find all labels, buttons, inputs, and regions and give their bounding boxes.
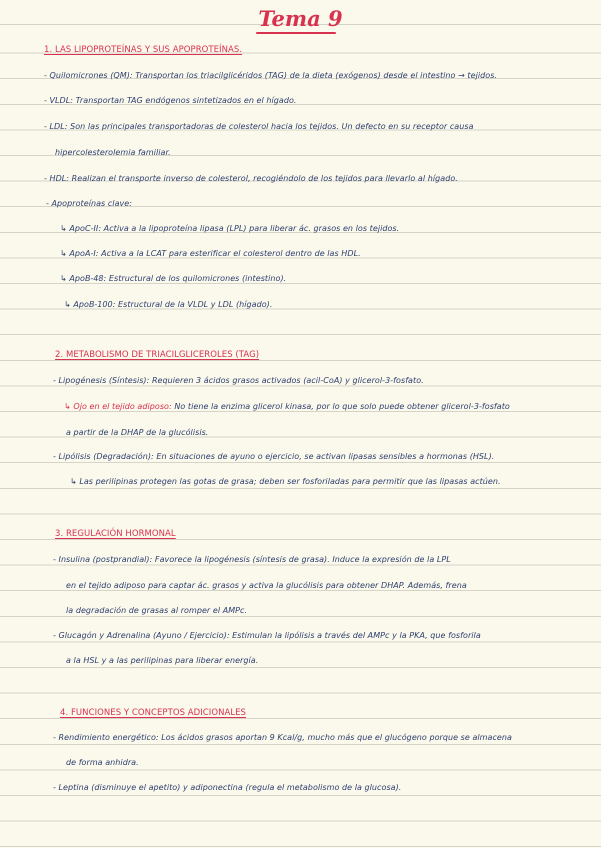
note-line: - VLDL: Transportan TAG endógenos sintetizados en el hígado. — [44, 96, 297, 105]
note-line: - Lipólisis (Degradación): En situaciones de ayuno o ejercicio, se activan lipasas sensibles a hormonas (HSL). — [53, 452, 495, 461]
note-text: No tiene la enzima glicerol kinasa, por lo que solo puede obtener glicerol-3-fosfato — [174, 402, 510, 411]
note-line: ↳ ApoC-II: Activa a la lipoproteína lipasa (LPL) para liberar ác. grasos en los tejidos. — [60, 224, 400, 233]
note-line: ↳ Las perilipinas protegen las gotas de grasa; deben ser fosforiladas para permitir que las lipasas actúen. — [70, 477, 501, 486]
section-heading-1: 1. LAS LIPOPROTEÍNAS Y SUS APOPROTEÍNAS. — [44, 45, 243, 55]
note-line: - Apoproteínas clave: — [46, 199, 133, 208]
note-line: a la HSL y a las perilipinas para liberar energía. — [66, 656, 259, 665]
note-line: ↳ ApoB-48: Estructural de los quilomicrones (intestino). — [60, 274, 287, 283]
note-line: - Glucagón y Adrenalina (Ayuno / Ejercicio): Estimulan la lipólisis a través del AMPc y la PKA, que fosforila — [53, 631, 481, 640]
note-line: - Leptina (disminuye el apetito) y adiponectina (regula el metabolismo de la glucosa). — [53, 783, 402, 792]
note-line: la degradación de grasas al romper el AMPc. — [66, 606, 248, 615]
note-line: - HDL: Realizan el transporte inverso de colesterol, recogiéndolo de los tejidos para llevarlo al hígado. — [44, 174, 458, 183]
note-line: - Lipogénesis (Síntesis): Requieren 3 ácidos grasos activados (acil-CoA) y glicerol-3-fosfato. — [53, 376, 424, 385]
note-line: - Quilomicrones (QM): Transportan los triacilglicéridos (TAG) de la dieta (exógenos) desde el intestino → tejidos. — [44, 71, 497, 80]
section-heading-3: 3. REGULACIÓN HORMONAL — [55, 529, 176, 539]
note-line: - Insulina (postprandial): Favorece la lipogénesis (síntesis de grasa). Induce la expresión de la LPL — [53, 555, 451, 564]
note-line: en el tejido adiposo para captar ác. grasos y activa la glucólisis para obtener DHAP. Además, frena — [66, 581, 467, 590]
note-line: - Rendimiento energético: Los ácidos grasos aportan 9 Kcal/g, mucho más que el glucógeno porque se almacena — [53, 733, 512, 742]
page-title: Tema 9 — [258, 6, 343, 31]
note-line: ↳ ApoA-I: Activa a la LCAT para esterificar el colesterol dentro de las HDL. — [60, 249, 361, 258]
title-underline — [256, 32, 336, 34]
note-line: - LDL: Son las principales transportadoras de colesterol hacia los tejidos. Un defecto en su receptor causa — [44, 122, 474, 131]
note-line: a partir de la DHAP de la glucólisis. — [66, 428, 209, 437]
highlight-text: ↳ Ojo en el tejido adiposo: — [64, 402, 172, 411]
note-line: hipercolesterolemia familiar. — [55, 148, 171, 157]
note-line: ↳ ApoB-100: Estructural de la VLDL y LDL (hígado). — [64, 300, 273, 309]
note-line — [64, 402, 510, 411]
section-heading-2: 2. METABOLISMO DE TRIACILGLICEROLES (TAG) — [55, 350, 260, 360]
note-line: de forma anhidra. — [66, 758, 139, 767]
section-heading-4: 4. FUNCIONES Y CONCEPTOS ADICIONALES — [60, 708, 247, 718]
